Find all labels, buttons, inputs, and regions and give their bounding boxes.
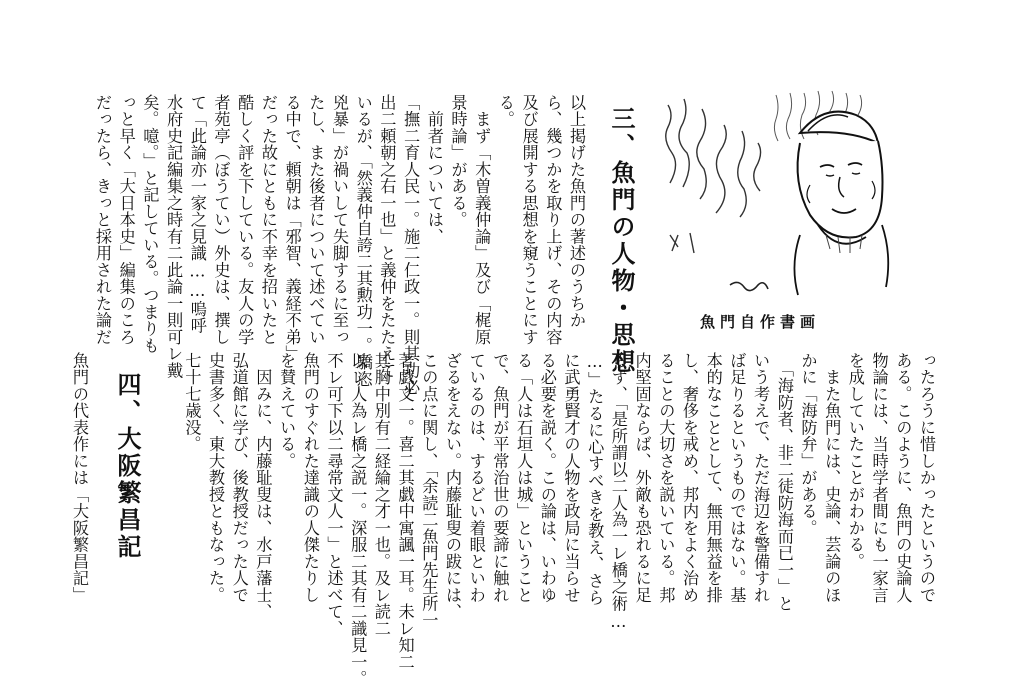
text-column: 史書多く、東大教授ともなった。 [206, 352, 225, 604]
text-column: に武勇賢才の人物を政局に当らせ [561, 352, 581, 604]
top-right-figure [650, 85, 900, 307]
text-column: 内堅固ならば、外敵も恐れるに足 [632, 352, 652, 604]
figure-caption: 魚門自作書画 [700, 313, 821, 331]
text-column: る中で、頼朝は「邪智、義経不弟」 [282, 94, 302, 362]
text-column: 魚門のすぐれた達識の人傑たりし [300, 352, 320, 604]
text-column: 水府史記編集之時有二此論一則可レ戴 [164, 94, 184, 379]
text-column: 著戯文一。喜二其戯中寓諷一耳。未レ知二 [395, 352, 415, 671]
text-column: 及び展開する思想を窺うことにす [519, 94, 539, 346]
text-column: し、奢侈を戒め、邦内をよく治め [680, 352, 699, 604]
text-column: る「人は石垣人は城」ということ [514, 352, 534, 604]
text-column: 其胸中別有二経綸之才一也。及レ読二 [371, 352, 391, 637]
text-column: ているのは、するどい着眼といわ [466, 352, 486, 604]
text-column: で、魚門が平常治世の要諦に触れ [490, 352, 510, 604]
text-column: 者苑亭（ぼうてい）外史は、撰し [211, 94, 231, 346]
text-column: 景時論」がある。 [448, 94, 468, 228]
text-column: 魚門の代表作には「大阪繁昌記」 [70, 352, 89, 604]
text-column: この点に関し、「余読二魚門先生所一 [419, 352, 439, 629]
text-column: 物論には、当時学者間にも一家言 [869, 352, 889, 604]
text-column: 本的なこととして、無用無益を排 [703, 352, 723, 604]
section-four-heading: 四、大阪繁昌記 [113, 372, 141, 561]
text-column: る。 [495, 94, 515, 128]
text-column: らず、「是所謂以二人為一レ橋之術… [608, 352, 628, 632]
text-column: 以レ人為レ橋之説一。深服二其有二識見一。 [348, 352, 368, 687]
text-column: っと早く「大日本史」編集のころ [116, 94, 136, 346]
text-column: いるが、「然義仲自誇二其勲功一。驕恣 [353, 94, 373, 388]
text-column: たし、また後者について述べてい [306, 94, 326, 346]
text-column: を成していたことがわかる。 [845, 352, 865, 570]
text-column: 前者については、 [424, 94, 444, 245]
text-column: だったら、きっと採用された論だ [93, 94, 112, 346]
text-column: 弘道館に学び、後教授だった人で [229, 352, 249, 604]
text-column: 不レ可下以二尋常文人一」と述べて、 [324, 352, 344, 637]
portrait-illustration [650, 85, 900, 307]
text-column: て「此論亦一家之見識……嗚呼 [187, 94, 207, 335]
section-three-heading: 三、魚門の人物・思想 [607, 106, 635, 376]
text-column: …」たるに心すべきを教え、さら [585, 352, 605, 607]
text-column: まず「木曽義仲論」及び「梶原 [472, 94, 492, 346]
text-column: だった故にともに不幸を招いたと [258, 94, 278, 346]
text-column: 以上掲げた魚門の著述のうちか [567, 94, 586, 329]
text-column: 因みに、内藤耻叟は、水戸藩士、 [253, 352, 273, 620]
text-column: ったろうに惜しかったというので [917, 352, 936, 604]
text-column: ざるをえない。内藤耻叟の跋には、 [443, 352, 462, 620]
text-column: 「撫二育人民一。施二仁政一。則其功必 [401, 94, 421, 396]
text-column: ることの大切さを説いている。邦 [656, 352, 676, 604]
text-column: かに「海防弁」がある。 [798, 352, 818, 537]
text-column: いう考えで、ただ海辺を警備すれ [751, 352, 771, 604]
text-column: ら、幾つかを取り上げ、その内容 [543, 94, 563, 346]
text-column: 矣。噫。」と記している。つまりも [140, 94, 160, 354]
text-column: また魚門には、史論、芸論のほ [822, 352, 842, 604]
text-column: 兇暴」が禍いして失脚するに至っ [330, 94, 349, 346]
text-column: ば足りるというものではない。基 [727, 352, 747, 604]
text-column: 出二頼朝之右一也」と義仲をたたえて [377, 94, 397, 379]
text-column: 酷しく評を下している。友人の学 [235, 94, 255, 346]
text-column: る必要を説く。この論は、いわゆ [537, 352, 557, 604]
text-column: を賛えている。 [277, 352, 297, 470]
text-column: ある。このように、魚門の史論人 [893, 352, 913, 604]
text-column: 七十七歳没。 [182, 352, 202, 453]
text-column: 「海防者、非二徒防海而已一」と [774, 352, 794, 612]
